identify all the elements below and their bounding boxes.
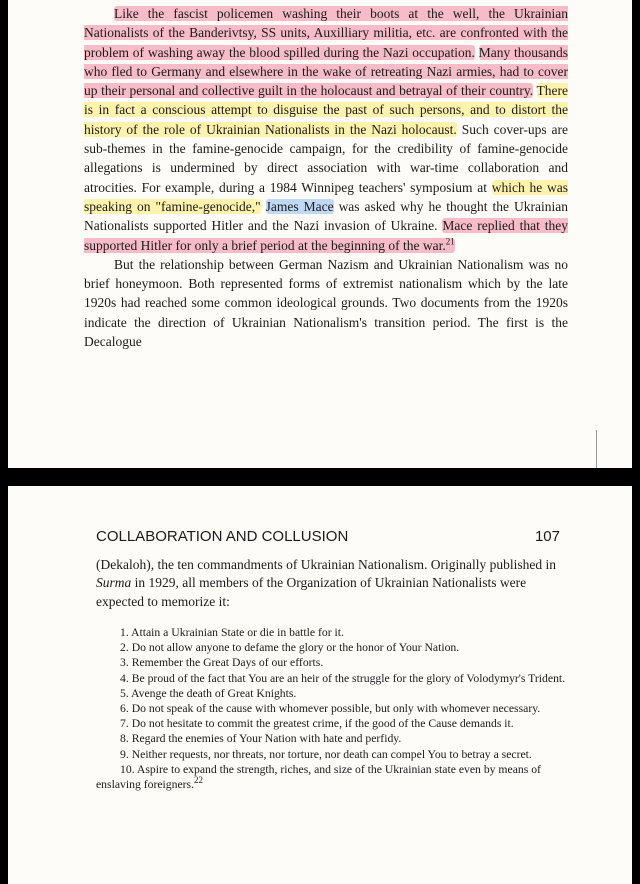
page-lower-text: [96, 556, 572, 792]
highlight-yellow-2: which he was speaking on "famine-genocide,": [84, 179, 568, 214]
list-item: 5. Avenge the death of Great Knights.: [120, 686, 297, 700]
list-item: 2. Do not allow anyone to defame the glory or the honor of Your Nation.: [120, 641, 460, 655]
list-item: 7. Do not hesitate to commit the greatest crime, if the good of the Cause demands it.: [120, 717, 514, 731]
decalogue-list: [96, 625, 572, 792]
paragraph-1: [84, 4, 568, 255]
highlight-yellow-1: There is in fact a conscious attempt to disguise the past of such persons, and to distort the history of the role of Ukrainian Nationalists in the Nazi holocaust.: [84, 83, 568, 137]
margin-rule: [596, 430, 597, 468]
footnote-marker: 22: [194, 775, 204, 786]
list-item: 8. Regard the enemies of Your Nation with hate and perfidy.: [120, 732, 402, 746]
highlight-red-2: Many thousands who fled to Germany and elsewhere in the wake of retreating Nazi armies, had to cover up their personal and collective guilt in the holocaust and betrayal of their country.: [84, 44, 569, 99]
list-item: 6. Do not speak of the cause with whomever possible, but only with whomever necessary.: [120, 701, 541, 715]
footnote-marker: 21: [445, 236, 455, 247]
list-item: 1. Attain a Ukrainian State or die in battle for it.: [120, 625, 344, 639]
publication-title: Surma: [96, 575, 132, 591]
page-upper-text: [84, 4, 568, 351]
text-segment: was asked why he thought the Ukrainian Nationalists supported Hitler and the Nazi invasion of Ukraine.: [84, 198, 568, 234]
page-upper: [8, 0, 632, 468]
highlight-blue-name: James Mace: [265, 198, 334, 214]
list-item: 10. Aspire to expand the strength, riches, and size of the Ukrainian state even by means of enslaving foreigners.$^{22}$: [96, 762, 541, 791]
page-lower: [8, 486, 632, 884]
list-item: 9. Neither requests, nor threats, nor torture, nor death can compel You to betray a secret.: [120, 747, 532, 761]
running-head: [96, 528, 560, 545]
intro-paragraph: (Dekaloh), the ten commandments of Ukrainian Nationalism. Originally published in Surma in 1929, all members of the Organization of Ukrainian Nationalists were expected to memorize it:: [96, 557, 557, 609]
highlight-red-3: Mace replied that they supported Hitler for only a brief period at the beginning of the war.$^{21}$: [84, 218, 568, 253]
text-segment: Such cover-ups are sub-themes in the famine-genocide campaign, for the credibility of famine-genocide allegations is undermined by direct association with war-time collaboration and atrocities. For example, during a 1984 Winnipeg teachers' symposium at: [84, 121, 569, 195]
page-number: 107: [534, 528, 560, 545]
list-item: 4. Be proud of the fact that You are an heir of the struggle for the glory of Volodymyr's Trident.: [120, 671, 566, 685]
paragraph-2: But the relationship between German Nazism and Ukrainian Nationalism was no brief honeymoon. Both represented forms of extremist nationalism which by the late 1920s had reached some common ideological grounds. Two documents from the 1920s indicate the direction of Ukrainian Nationalism's transition period. The first is the Decalogue: [84, 256, 568, 350]
highlight-red-1: Like the fascist policemen washing their boots at the well, the Ukrainian Nationalists of the Banderivtsy, SS units, Auxilliary militia, etc. are confronted with the problem of washing away the blood spilled during the Nazi occupation.: [84, 6, 568, 60]
list-item: 3. Remember the Great Days of our efforts.: [120, 656, 324, 670]
chapter-title: COLLABORATION AND COLLUSION: [96, 528, 349, 545]
